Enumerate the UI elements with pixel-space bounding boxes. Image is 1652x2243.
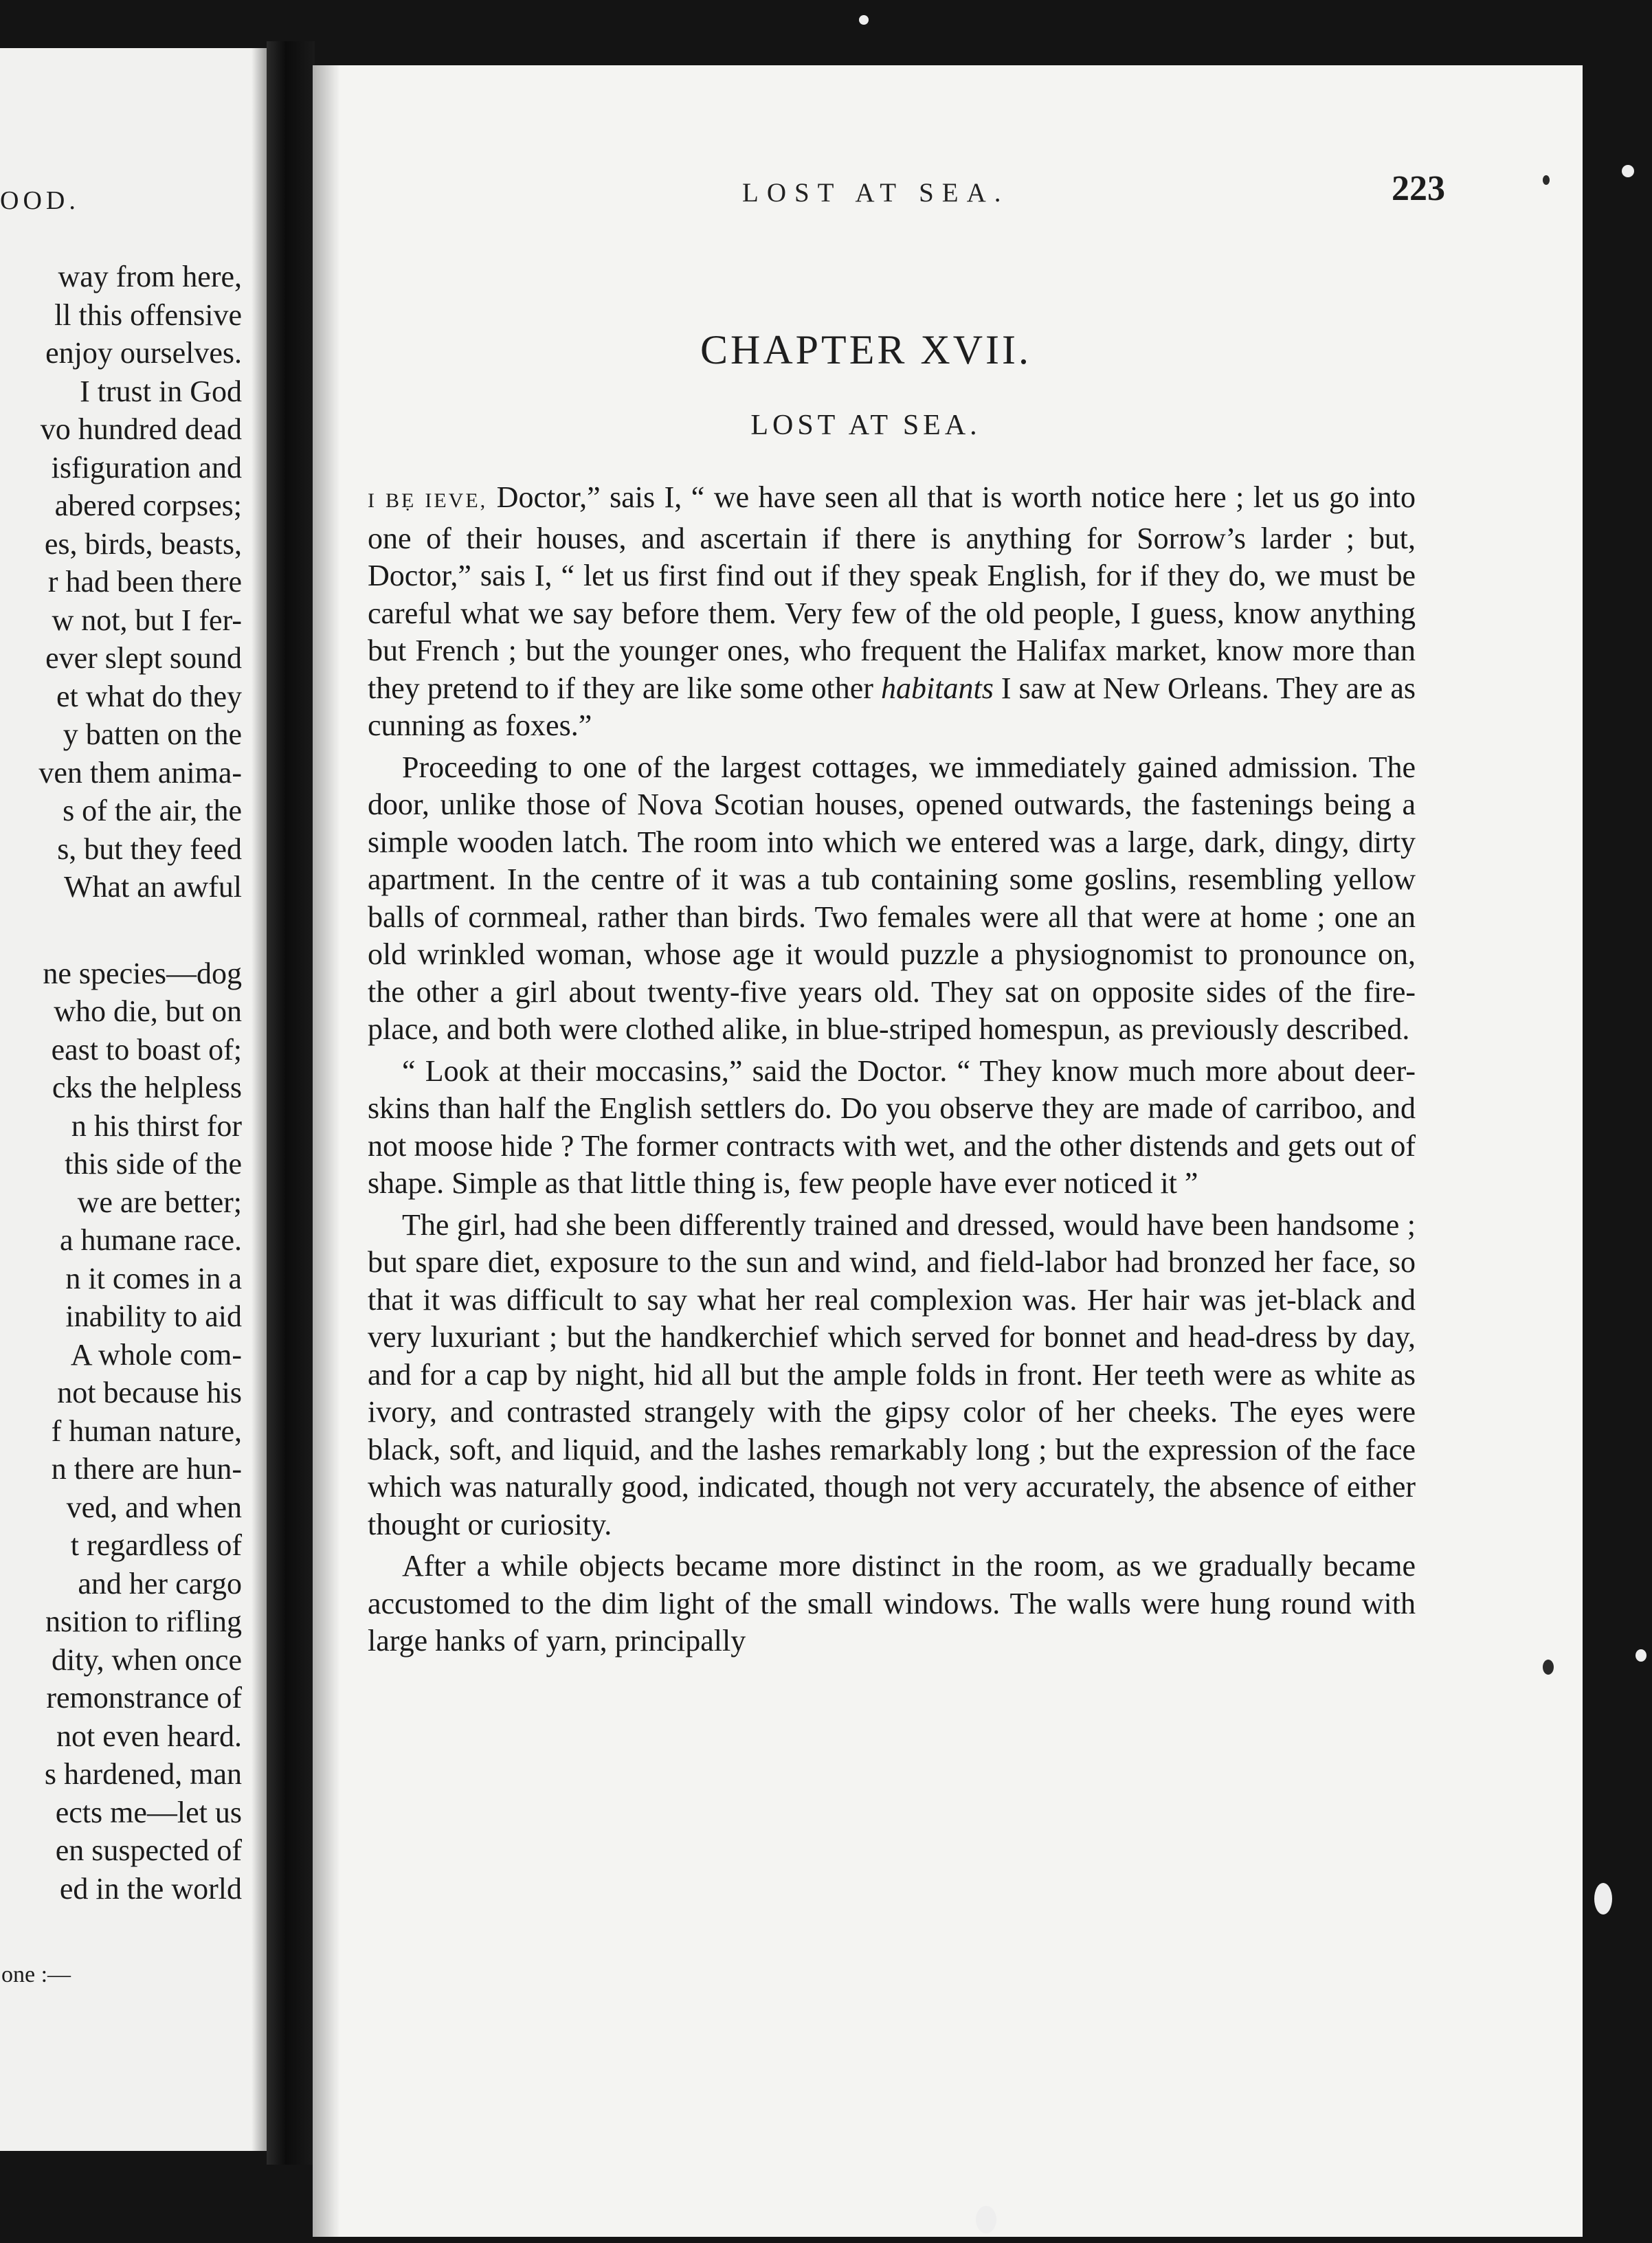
paragraph-1 xyxy=(368,479,1416,745)
left-page-line: ne species—dog xyxy=(43,956,242,990)
left-page-line: s of the air, the xyxy=(63,794,242,827)
paragraph-1-lead: I BẸ IEVE, xyxy=(368,489,488,512)
left-page-line: r had been there xyxy=(47,565,242,599)
left-page-line: y batten on the xyxy=(63,717,242,751)
paragraph-1-end: I saw at New Orleans. They are as cunning as foxes.” xyxy=(368,671,1416,742)
left-page-line: inability to aid xyxy=(65,1299,242,1333)
chapter-title: CHAPTER XVII. xyxy=(700,327,1031,372)
left-page-line: we are better; xyxy=(77,1185,242,1219)
left-page-line: one :— xyxy=(1,1962,71,1987)
book-spine xyxy=(267,41,315,2165)
left-page-line: w not, but I fer- xyxy=(52,603,242,637)
left-page-line xyxy=(0,906,242,955)
left-page-line: es, birds, beasts, xyxy=(44,526,242,561)
left-running-head: OOD. xyxy=(0,186,80,215)
left-page-line: n it comes in a xyxy=(65,1261,242,1295)
paragraph-4: The girl, had she been differently trained and dressed, would have been handsome ; but spare diet, exposure to the sun and wind, and field-labor had bronzed her face, so that it was difficult to say what her real complexion was. Her hair was jet-black and very luxuriant ; but the handkerchief which served for bonnet and head-dress by day, and for a cap by night, hid all but the ample folds in front. Her teeth were as white as ivory, and contrasted strangely with the gipsy color of her cheeks. The eyes were black, soft, and liquid, and the lashes remarkably long ; but the expression of the face which was naturally good, indicated, though not very accurately, the absence of either thought or curiosity. xyxy=(368,1207,1416,1541)
left-page xyxy=(0,48,267,2151)
left-page-line: vo hundred dead xyxy=(40,412,242,446)
paragraph-3: “ Look at their moccasins,” said the Doctor. “ They know much more about deer-skins than half the English settlers do. Do you observe they are made of carriboo, and not moose hide ? The former contracts with wet, and the other distends and gets out of shape. Simple as that little thing is, few people have ever noticed it ” xyxy=(368,1053,1416,1200)
left-page-line: ects me—let us xyxy=(55,1795,242,1829)
left-page-line: en suspected of xyxy=(55,1833,242,1867)
left-page-line: way from here, xyxy=(58,260,242,293)
left-page-text xyxy=(0,258,242,1994)
left-page-line: et what do they xyxy=(56,679,242,713)
left-page-line: remonstrance of xyxy=(46,1681,242,1715)
left-page-line: I trust in God xyxy=(80,374,242,408)
film-fleck xyxy=(1636,1649,1647,1662)
film-fleck xyxy=(976,2206,996,2233)
left-page-line: ll this offensive xyxy=(54,298,242,332)
page-number: 223 xyxy=(1392,169,1445,208)
left-page-line: isfiguration and xyxy=(51,450,242,484)
left-page-line: abered corpses; xyxy=(54,489,242,522)
left-page-line: a humane race. xyxy=(59,1223,242,1257)
page-gutter-shadow xyxy=(313,65,340,2237)
left-page-line xyxy=(0,1908,242,1956)
left-page-line: not because his xyxy=(57,1376,242,1409)
film-fleck xyxy=(859,15,869,25)
left-page-line: cks the helpless xyxy=(52,1071,242,1104)
left-page-line: ed in the world xyxy=(59,1871,242,1906)
left-page-line: ved, and when xyxy=(66,1490,242,1524)
left-page-line: n his thirst for xyxy=(71,1108,242,1143)
left-page-line: this side of the xyxy=(65,1147,242,1181)
paragraph-1-italic: habitants xyxy=(881,671,994,705)
scan-speck xyxy=(1543,1660,1554,1675)
left-page-line: s hardened, man xyxy=(44,1757,242,1791)
left-page-line: east to boast of; xyxy=(51,1032,242,1067)
chapter-subtitle: LOST AT SEA. xyxy=(750,410,981,441)
left-page-line: enjoy ourselves. xyxy=(45,336,242,370)
film-fleck xyxy=(1622,165,1634,177)
paragraph-5: After a while objects became more distinct in the room, as we gradually became accustomed to the dim light of the small windows. The walls were hung round with large hanks of yarn, principally xyxy=(368,1549,1416,1658)
left-page-line: ever slept sound xyxy=(45,641,242,675)
left-page-line: dity, when once xyxy=(52,1642,242,1677)
paragraph-2: Proceeding to one of the largest cottages, we immediately gained admission. The door, unlike those of Nova Scotian houses, opened outwards, the fastenings being a simple wooden latch. The room into which we entered was a large, dark, dingy, dirty apartment. In the centre of it was a tub containing some goslins, resembling yellow balls of cornmeal, rather than birds. Two females were all that were at home ; one an old wrinkled woman, whose age it would puzzle a physiognomist to pronounce on, the other a girl about twenty-five years old. They sat on opposite sides of the fire-place, and both were clothed alike, in blue-striped homespun, as previously described. xyxy=(368,750,1416,1046)
running-head: LOST AT SEA. xyxy=(742,178,1009,208)
right-page xyxy=(313,65,1583,2237)
left-page-line: t regardless of xyxy=(70,1528,242,1562)
left-page-gutter-shadow xyxy=(252,48,267,2151)
paragraph-1-text: Doctor,” sais I, “ we have seen all that is worth notice here ; let us go into one of their houses, and ascertain if there is anything for Sorrow’s larder ; but, Doctor,” sais I, “ let us first find out if they speak English, for if they do, we must be careful what we say before them. Very few of the old people, I guess, know anything but French ; but the younger ones, who frequent the Halifax market, know more than they pretend to if they are like some other xyxy=(368,480,1416,705)
left-page-line: n there are hun- xyxy=(51,1452,242,1486)
left-page-line: who die, but on xyxy=(54,994,242,1028)
left-page-line: A whole com- xyxy=(70,1337,242,1372)
body-text xyxy=(368,479,1416,1660)
scan-speck xyxy=(1543,175,1550,185)
left-page-line: f human nature, xyxy=(51,1414,242,1448)
left-page-line: not even heard. xyxy=(56,1719,242,1753)
left-page-line: ven them anima- xyxy=(38,755,242,790)
left-page-line: What an awful xyxy=(64,870,242,904)
left-page-line: nsition to rifling xyxy=(45,1605,242,1638)
left-page-line: s, but they feed xyxy=(57,832,242,866)
left-page-line: and her cargo xyxy=(78,1566,242,1600)
film-fleck xyxy=(1594,1883,1612,1915)
